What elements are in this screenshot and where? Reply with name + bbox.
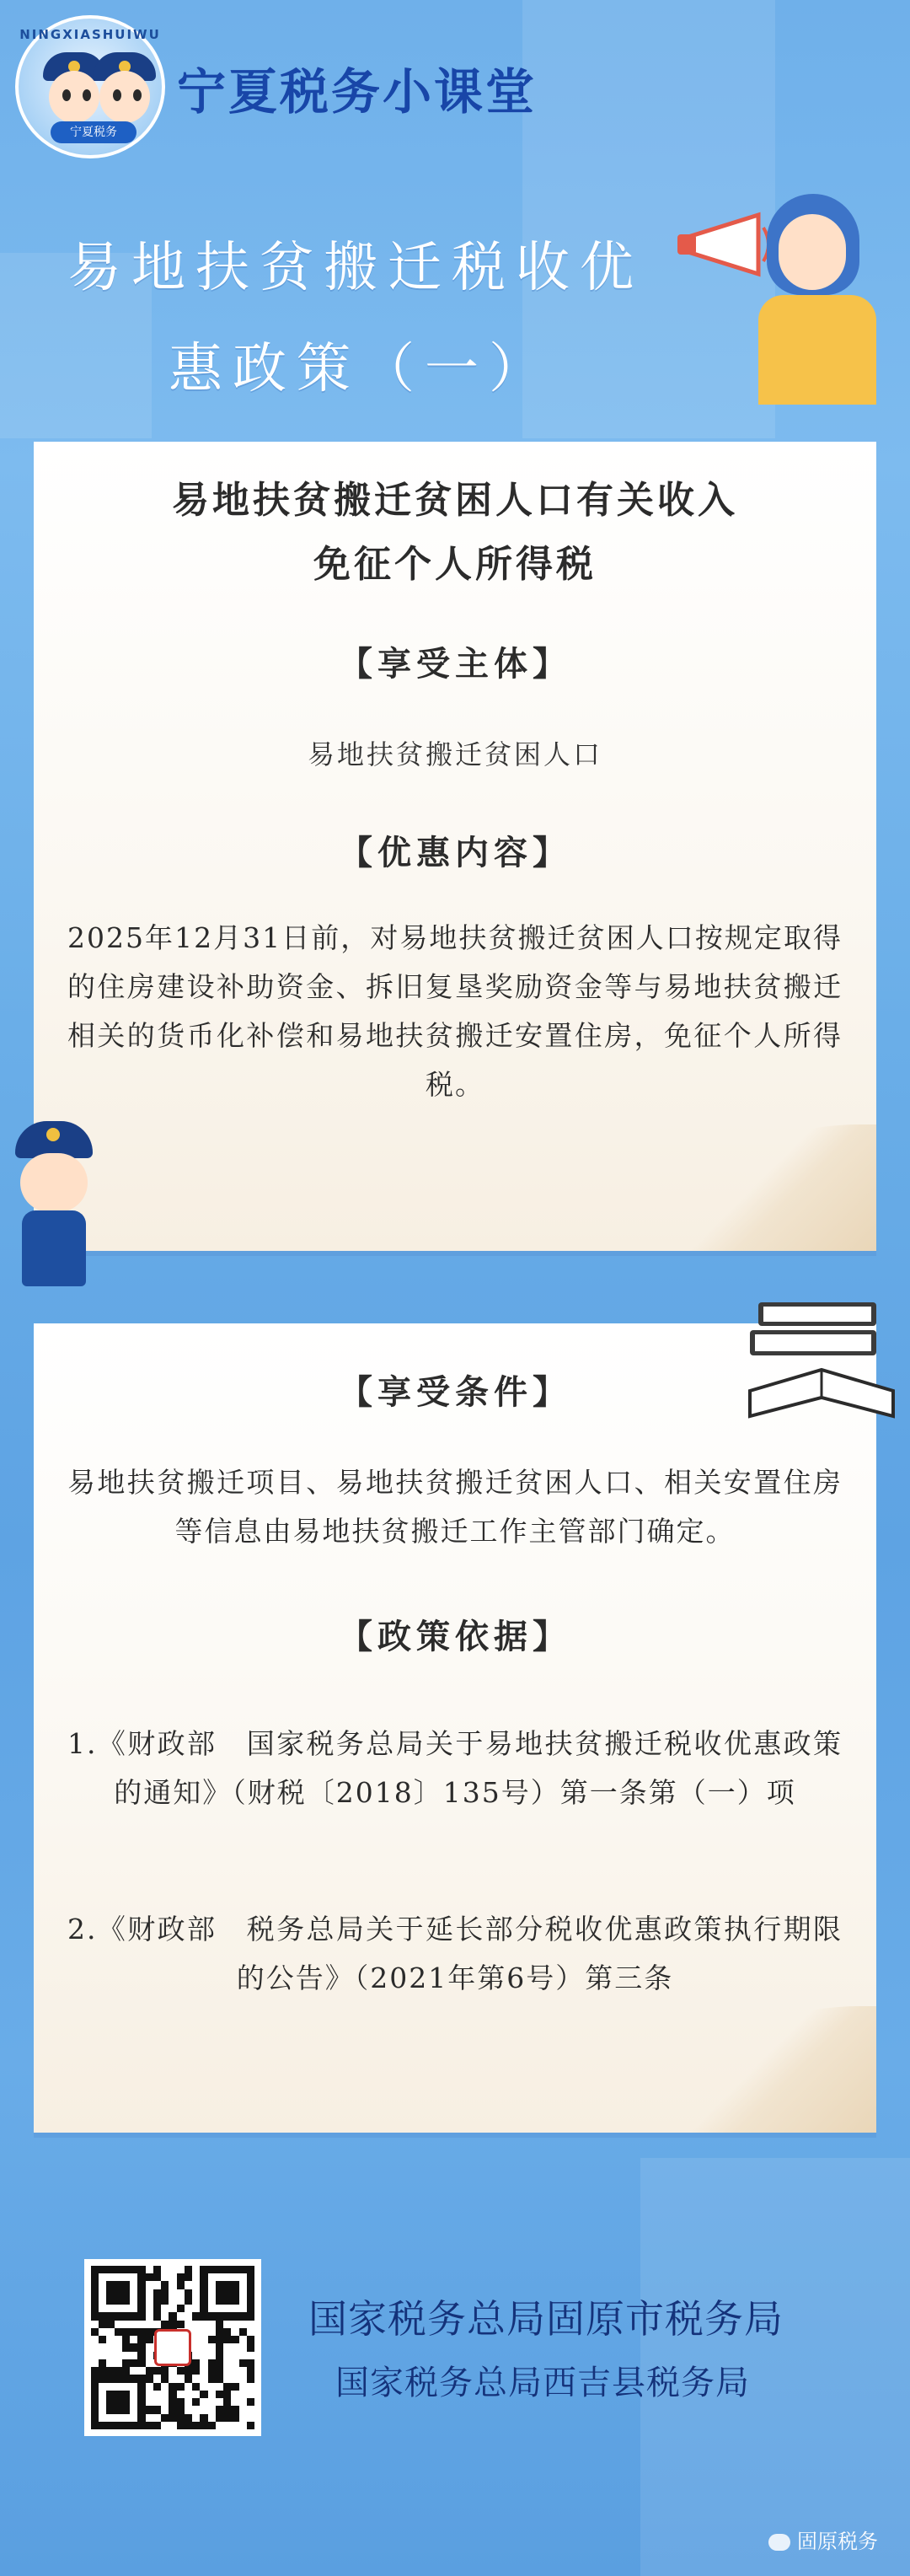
brand-title: 宁夏税务小课堂 xyxy=(177,65,538,120)
conditions-text: 易地扶贫搬迁项目、易地扶贫搬迁贫困人口、相关安置住房等信息由易地扶贫搬迁工作主管部门确定。 xyxy=(67,1466,843,1548)
page-title-line1: 易地扶贫搬迁税收优 xyxy=(67,237,644,299)
uniform-shape xyxy=(22,1210,86,1286)
card1-heading xyxy=(34,469,876,597)
footer xyxy=(0,2225,910,2576)
org-name-2: 国家税务总局西吉县税务局 xyxy=(335,2364,750,2402)
body-shape xyxy=(758,295,876,405)
content-text: 2025年12月31日前，对易地扶贫搬迁贫困人口按规定取得的住房建设补助资金、拆旧复垦奖励资金等与易地扶贫搬迁相关的货币化补偿和易地扶贫搬迁安置住房，免征个人所得税。 xyxy=(67,921,843,1101)
qr-code[interactable] xyxy=(84,2259,261,2436)
logo-badge xyxy=(15,15,165,158)
watermark xyxy=(768,2525,878,2554)
policy-card-1 xyxy=(34,442,876,1251)
content-header: 【优惠内容】 xyxy=(339,833,571,872)
face-shape xyxy=(20,1153,88,1212)
conditions-header: 【享受条件】 xyxy=(339,1372,571,1412)
eye-icon xyxy=(133,89,142,101)
logo-arc-text: NINGXIASHUIWU xyxy=(19,27,161,42)
page-title xyxy=(67,217,674,420)
megaphone-icon xyxy=(674,211,775,278)
basis-item: 2.《财政部 税务总局关于延长部分税收优惠政策执行期限的公告》（2021年第6号）第三条 xyxy=(67,1913,843,1994)
subject-text: 易地扶贫搬迁贫困人口 xyxy=(307,738,602,770)
wechat-icon xyxy=(768,2534,790,2551)
basis-item: 1.《财政部 国家税务总局关于易地扶贫搬迁税收优惠政策的通知》（财税〔2018〕135号）第一条第（一）项 xyxy=(67,1727,843,1809)
card1-heading-line2: 免征个人所得税 xyxy=(313,543,597,586)
megaphone-girl-illustration xyxy=(674,185,893,405)
eye-icon xyxy=(62,89,71,101)
mascot-face xyxy=(49,71,99,123)
badge-icon xyxy=(46,1128,60,1141)
page-title-line2: 惠政策（一） xyxy=(169,338,553,400)
policy-card-2 xyxy=(34,1323,876,2133)
face-shape xyxy=(779,214,846,290)
card1-heading-line1: 易地扶贫搬迁贫困人口有关收入 xyxy=(172,479,738,522)
page-curl xyxy=(691,1124,876,1251)
org-name-1: 国家税务总局固原市税务局 xyxy=(308,2297,784,2341)
eye-icon xyxy=(113,89,121,101)
mascot-face xyxy=(99,71,150,123)
qr-logo-icon xyxy=(154,2329,191,2366)
tax-officer-illustration xyxy=(8,1121,101,1290)
header xyxy=(0,0,910,438)
watermark-text: 固原税务 xyxy=(797,2530,878,2553)
page-curl xyxy=(691,2006,876,2133)
subject-header: 【享受主体】 xyxy=(339,644,571,684)
books-icon xyxy=(741,1290,902,1433)
eye-icon xyxy=(83,89,91,101)
logo-ribbon: 宁夏税务 xyxy=(51,121,136,143)
basis-header: 【政策依据】 xyxy=(339,1617,571,1656)
